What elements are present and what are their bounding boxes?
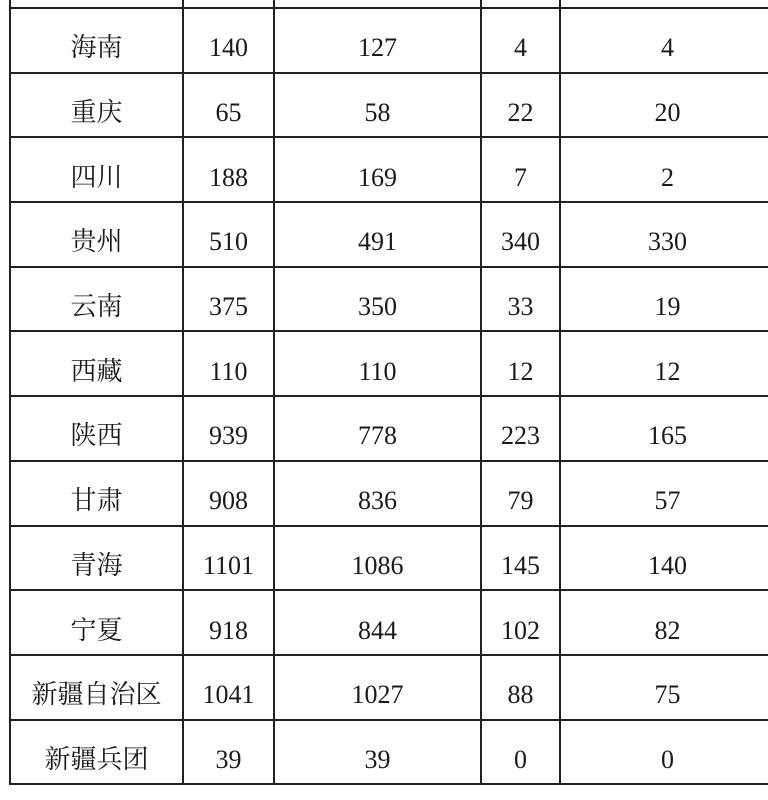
value-cell: 39 [274,720,481,785]
value-cell: 918 [183,590,274,655]
value-cell: 375 [183,267,274,332]
table-row-partial [10,0,768,8]
value-cell: 223 [481,396,560,461]
value-cell: 836 [274,461,481,526]
value-cell: 330 [560,202,768,267]
province-cell: 贵州 [10,202,183,267]
province-cell: 陕西 [10,396,183,461]
province-cell: 甘肃 [10,461,183,526]
value-cell: 19 [560,267,768,332]
province-cell: 西藏 [10,331,183,396]
value-cell: 58 [274,73,481,138]
table-row [10,461,768,526]
value-cell: 20 [560,73,768,138]
table-row [10,526,768,591]
value-cell: 4 [560,8,768,73]
value-cell: 88 [481,655,560,720]
partial-cell [10,0,183,8]
value-cell: 0 [481,720,560,785]
value-cell: 110 [274,331,481,396]
value-cell: 110 [183,331,274,396]
province-cell: 云南 [10,267,183,332]
partial-cell [183,0,274,8]
value-cell: 82 [560,590,768,655]
province-statistics-table [9,0,768,785]
value-cell: 350 [274,267,481,332]
province-cell: 青海 [10,526,183,591]
value-cell: 4 [481,8,560,73]
value-cell: 908 [183,461,274,526]
value-cell: 2 [560,137,768,202]
value-cell: 12 [481,331,560,396]
partial-cell [560,0,768,8]
value-cell: 165 [560,396,768,461]
value-cell: 844 [274,590,481,655]
value-cell: 778 [274,396,481,461]
value-cell: 140 [560,526,768,591]
value-cell: 75 [560,655,768,720]
value-cell: 33 [481,267,560,332]
table-row [10,590,768,655]
table-row [10,8,768,73]
partial-cell [481,0,560,8]
value-cell: 39 [183,720,274,785]
table-row [10,396,768,461]
value-cell: 1086 [274,526,481,591]
value-cell: 340 [481,202,560,267]
table-row [10,137,768,202]
value-cell: 57 [560,461,768,526]
value-cell: 939 [183,396,274,461]
value-cell: 65 [183,73,274,138]
value-cell: 510 [183,202,274,267]
value-cell: 188 [183,137,274,202]
value-cell: 1041 [183,655,274,720]
value-cell: 0 [560,720,768,785]
table-row [10,267,768,332]
province-cell: 宁夏 [10,590,183,655]
table-row [10,655,768,720]
table-row [10,202,768,267]
province-cell: 重庆 [10,73,183,138]
value-cell: 127 [274,8,481,73]
table-row [10,73,768,138]
table-body [10,0,768,784]
province-cell: 四川 [10,137,183,202]
value-cell: 79 [481,461,560,526]
value-cell: 1101 [183,526,274,591]
table-row [10,331,768,396]
province-cell: 新疆兵团 [10,720,183,785]
value-cell: 169 [274,137,481,202]
value-cell: 7 [481,137,560,202]
value-cell: 22 [481,73,560,138]
value-cell: 145 [481,526,560,591]
province-cell: 新疆自治区 [10,655,183,720]
value-cell: 1027 [274,655,481,720]
value-cell: 12 [560,331,768,396]
partial-cell [274,0,481,8]
table-row [10,720,768,785]
value-cell: 491 [274,202,481,267]
value-cell: 102 [481,590,560,655]
value-cell: 140 [183,8,274,73]
province-cell: 海南 [10,8,183,73]
